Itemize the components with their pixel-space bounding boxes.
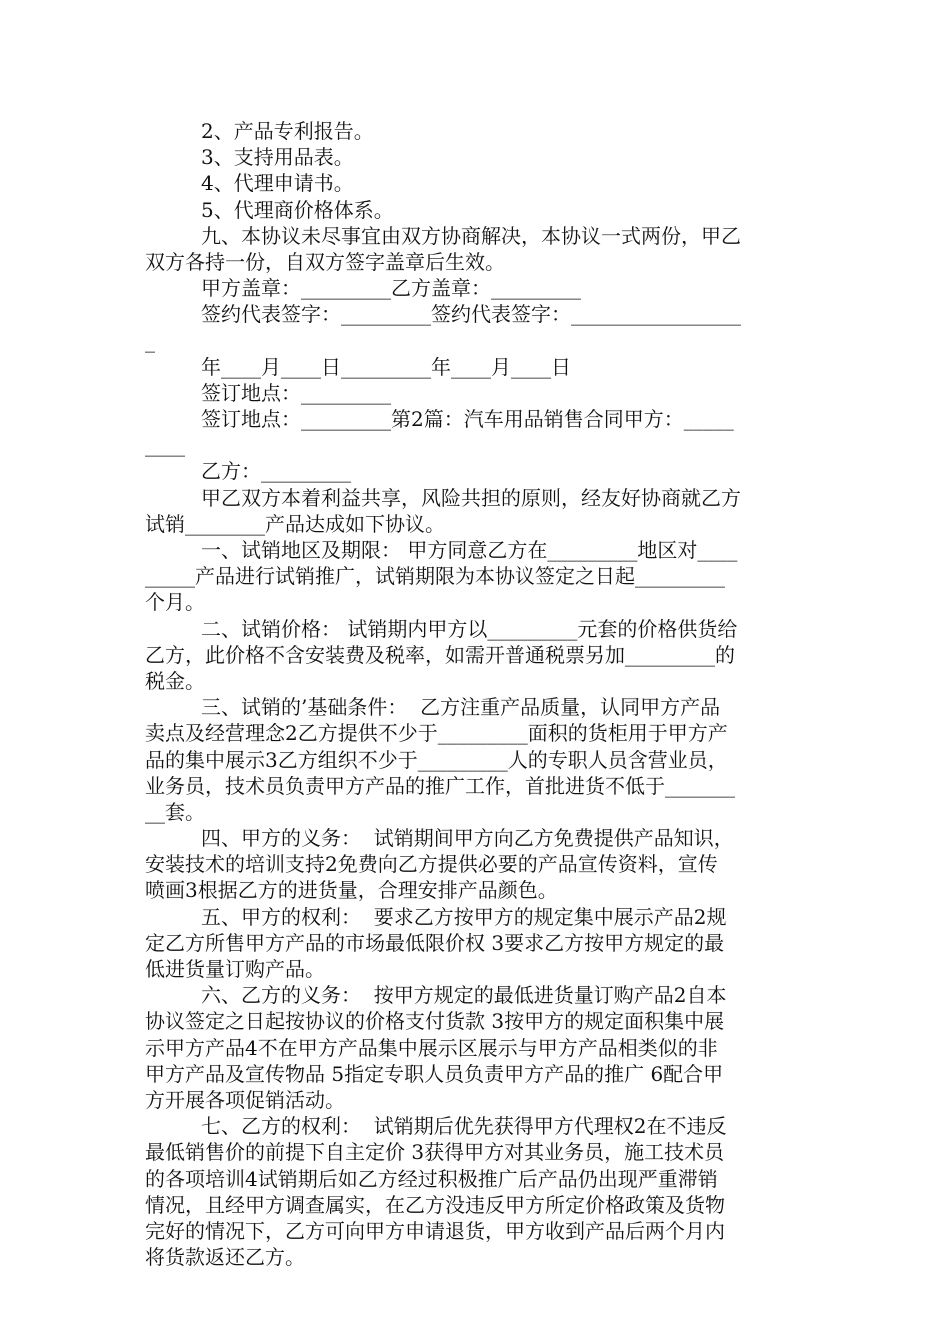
text-line: 喷画3根据乙方的进货量，合理安排产品颜色。 (145, 878, 558, 903)
text-line: __套。 (145, 799, 205, 824)
text-line: 五、甲方的权利： 要求乙方按甲方的规定集中展示产品2规 (201, 904, 727, 929)
document-body (145, 118, 807, 1270)
text-line: 将货款返还乙方。 (145, 1245, 305, 1270)
text-line: _ (145, 328, 155, 353)
text-line: 签订地点：_________第2篇：汽车用品销售合同甲方：_____ (201, 407, 734, 432)
text-line: 低进货量订购产品。 (145, 957, 325, 981)
text-line: 方开展各项促销活动。 (145, 1087, 345, 1112)
text-line: 完好的情况下，乙方可向甲方申请退货，甲方收到产品后两个月内 (145, 1218, 725, 1243)
text-line: 九、本协议未尽事宜由双方协商解决，本协议一式两份，甲乙 (201, 223, 741, 248)
text-line: _____产品进行试销推广，试销期限为本协议签定之日起_________ (145, 564, 725, 589)
text-line: 的各项培训4试销期后如乙方经过积极推广后产品仍出现严重滞销 (145, 1166, 718, 1191)
text-line: 最低销售价的前提下自主定价 3获得甲方对其业务员，施工技术员 (145, 1140, 725, 1165)
text-line: 2、产品专利报告。 (201, 119, 374, 143)
text-line: 六、乙方的义务： 按甲方规定的最低进货量订购产品2自本 (201, 983, 727, 1008)
text-line: 二、试销价格： 试销期内甲方以_________元套的价格供货给 (201, 616, 738, 641)
text-line: 乙方，此价格不含安装费及税率，如需开普通税票另加_________的 (145, 642, 735, 667)
text-line: 协议签定之日起按协议的价格支付货款 3按甲方的规定面积集中展 (145, 1009, 725, 1034)
text-line: 甲方产品及宣传物品 5指定专职人员负责甲方产品的推广 6配合甲 (145, 1061, 724, 1086)
text-line: 乙方：_________ (201, 459, 351, 484)
text-line: 甲乙双方本着利益共享，风险共担的原则，经友好协商就乙方 (201, 485, 741, 510)
text-line: 签订地点：_________ (201, 380, 391, 405)
text-line: 试销________产品达成如下协议。 (145, 511, 445, 536)
text-line: 年____月____日_________年____月____日 (201, 354, 571, 379)
text-line: 卖点及经营理念2乙方提供不少于_________面积的货柜用于甲方产 (145, 721, 728, 746)
text-line: 4、代理申请书。 (201, 171, 354, 196)
text-line: 3、支持用品表。 (201, 145, 354, 170)
text-line: 双方各持一份，自双方签字盖章后生效。 (145, 249, 505, 274)
text-line: 甲方盖章：_________乙方盖章：_________ (201, 276, 581, 301)
text-line: 安装技术的培训支持2免费向乙方提供必要的产品宣传资料，宣传 (145, 852, 718, 877)
text-line: 三、试销的’基础条件： 乙方注重产品质量，认同甲方产品 (201, 695, 721, 720)
text-line: 签约代表签字：_________签约代表签字：_________________ (201, 302, 741, 327)
text-line: 七、乙方的权利： 试销期后优先获得甲方代理权2在不违反 (201, 1114, 727, 1139)
text-line: 情况，且经甲方调查属实，在乙方没违反甲方所定价格政策及货物 (145, 1192, 725, 1217)
text-line: 业务员，技术员负责甲方产品的推广工作，首批进货不低于_______ (145, 773, 735, 798)
text-line: 一、试销地区及期限： 甲方同意乙方在_________地区对____ (201, 538, 738, 562)
text-line: ____ (145, 433, 185, 458)
text-line: 个月。 (145, 590, 205, 615)
text-line: 品的集中展示3乙方组织不少于_________人的专职人员含营业员， (145, 747, 728, 772)
text-line: 示甲方产品4不在甲方产品集中展示区展示与甲方产品相类似的非 (145, 1035, 718, 1060)
text-line: 定乙方所售甲方产品的市场最低限价权 3要求乙方按甲方规定的最 (145, 930, 725, 955)
text-line: 税金。 (145, 668, 205, 693)
text-line: 5、代理商价格体系。 (201, 197, 394, 222)
text-line: 四、甲方的义务： 试销期间甲方向乙方免费提供产品知识， (201, 826, 734, 851)
